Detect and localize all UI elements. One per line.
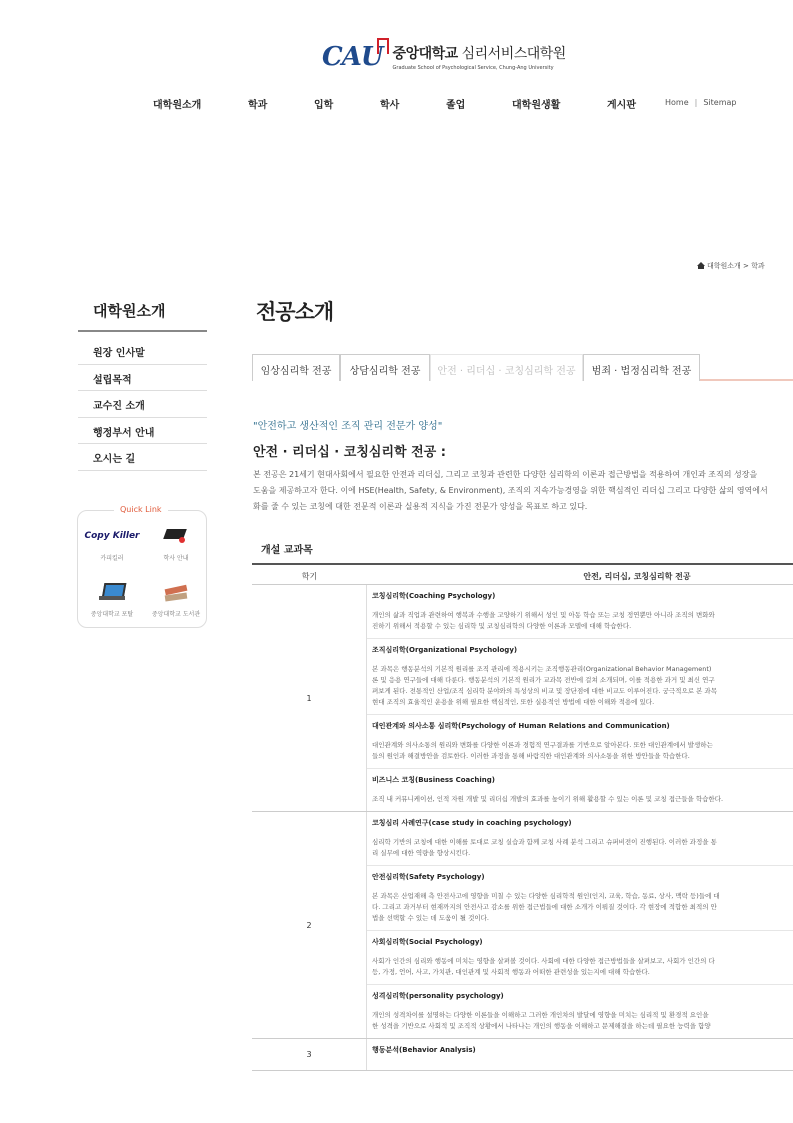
home-link[interactable]: Home xyxy=(665,98,689,107)
course-name: 안전심리학(Safety Psychology) xyxy=(372,873,485,881)
course-item xyxy=(367,866,793,931)
quick-link-portal[interactable] xyxy=(80,581,144,618)
course-name: 행동분석(Behavior Analysis) xyxy=(372,1046,476,1054)
header-major: 안전, 리더십, 코칭심리학 전공 xyxy=(583,572,691,581)
major-intro xyxy=(253,467,793,515)
course-name: 성격심리학(personality psychology) xyxy=(372,992,504,1000)
course-item xyxy=(367,985,793,1038)
course-description: 대인관계와 의사소통의 원리와 변화를 다양한 이론과 경험적 연구결과를 기반으로 알아본다. 또한 대인관계에서 발생하는 xyxy=(372,741,713,749)
quick-link-copykiller[interactable] xyxy=(80,525,144,562)
quick-link-academic[interactable] xyxy=(144,525,208,562)
course-description: 사회가 인간의 심리와 행동에 미치는 영향을 살펴볼 것이다. 사회에 대한 다양한 접근방법들을 살펴보고, 사회가 인간의 다 xyxy=(372,957,715,965)
nav-admission[interactable]: 입학 xyxy=(314,100,334,111)
table-header xyxy=(252,563,793,585)
course-list xyxy=(367,585,793,811)
course-name: 비즈니스 코칭(Business Coaching) xyxy=(372,776,495,784)
laptop-icon xyxy=(99,581,125,603)
course-name: 사회심리학(Social Psychology) xyxy=(372,938,483,946)
course-list xyxy=(367,812,793,1038)
graduation-cap-icon xyxy=(163,525,189,547)
course-item xyxy=(367,812,793,866)
table-row xyxy=(252,585,793,812)
tab-counseling[interactable]: 상담심리학 전공 xyxy=(340,354,430,381)
sidebar-divider xyxy=(78,330,207,332)
course-section-title: 개설 교과목 xyxy=(261,545,313,556)
semester-cell: 1 xyxy=(252,585,367,811)
sidebar-item-purpose[interactable]: 설립목적 xyxy=(78,365,207,392)
nav-student-life[interactable]: 대학원생활 xyxy=(512,100,561,111)
major-quote: "안전하고 생산적인 조직 관리 전문가 양성" xyxy=(253,421,443,432)
logo-en: Graduate School of Psychological Service, Chung-Ang University xyxy=(392,65,554,71)
header-semester: 학기 xyxy=(301,572,318,581)
sidebar-menu xyxy=(78,338,207,471)
course-description: 본 과목은 산업재해 측 안전사고에 영향을 미칠 수 있는 다양한 심리학적 원인(인지, 교육, 학습, 동료, 상사, 맥락 등)들에 대 xyxy=(372,892,720,900)
logo-text xyxy=(393,43,566,71)
course-name: 조직심리학(Organizational Psychology) xyxy=(372,646,518,654)
quick-link-label: 중앙대학교 포탈 xyxy=(90,611,134,618)
course-description: 론 및 응용 연구들에 대해 다룬다. 행동분석의 기본적 원리가 교과목 전반에 걸쳐 소개되며, 이를 적용한 과거 및 최신 연구 xyxy=(372,676,715,684)
table-body xyxy=(252,585,793,1071)
course-item xyxy=(367,931,793,985)
nav-academic[interactable]: 학사 xyxy=(380,100,400,111)
sidebar-item-admin[interactable]: 행정부서 안내 xyxy=(78,418,207,445)
course-table xyxy=(252,563,793,1123)
logo-ko xyxy=(393,43,566,63)
semester-cell: 2 xyxy=(252,812,367,1038)
course-description: 들의 원인과 해결방안을 검토한다. 이러한 과정을 통해 바람직한 대인관계와 의사소통을 위한 방안들을 학습한다. xyxy=(372,752,690,760)
course-description: 개인의 성격차이를 설명하는 다양한 이론들을 이해하고 그러한 개인차의 발달에 영향을 미치는 심리적 및 환경적 요인을 xyxy=(372,1011,709,1019)
home-icon[interactable] xyxy=(697,262,705,269)
course-description: 펴보게 된다. 전통적인 산업/조직 심리학 분야와의 특성상의 비교 및 장단점에 대한 비교도 이루어진다. 궁극적으로 본 과목 xyxy=(372,687,717,695)
course-item xyxy=(367,639,793,715)
breadcrumb xyxy=(697,261,793,271)
sidebar-item-directions[interactable]: 오시는 길 xyxy=(78,444,207,471)
intro-line: 화를 줄 수 있는 코칭에 대한 전문적 이론과 실용적 지식을 가진 전문가 양성을 목표로 하고 있다. xyxy=(253,502,588,511)
quick-link-label: 학사 안내 xyxy=(163,555,189,562)
quick-link-box xyxy=(77,505,207,628)
course-description: 조직 내 커뮤니케이션, 인적 자원 개발 및 리더십 개발의 효과를 높이기 위해 활용할 수 있는 이론 및 코칭 접근들을 학습한다. xyxy=(372,795,724,803)
course-description: 현대 조직의 효율적인 운용을 위해 필요한 핵심적인, 또한 실용적인 방법에 대한 이해와 적용에 있다. xyxy=(372,698,655,706)
course-name: 대인관계와 의사소통 심리학(Psychology of Human Relations and Communication) xyxy=(372,722,670,730)
nav-graduation[interactable]: 졸업 xyxy=(446,100,466,111)
major-heading: 안전 · 리더십 · 코칭심리학 전공 : xyxy=(253,445,446,460)
course-description: 다. 그리고 과거부터 현재까지의 안전사고 감소를 위한 접근법들에 대한 소개가 이뤄질 것이다. 각 현장에 적합한 최적의 안 xyxy=(372,903,717,911)
logo-ko-bold: 중앙대학교 xyxy=(392,46,458,62)
course-description: 본 과목은 행동분석의 기본적 원리를 조직 관리에 적용시키는 조직행동관리(Organizational Behavior Management) xyxy=(372,665,712,673)
course-name: 코칭심리 사례연구(case study in coaching psychology) xyxy=(372,819,572,827)
semester-cell: 3 xyxy=(252,1039,367,1070)
books-icon xyxy=(163,581,189,603)
page-title: 전공소개 xyxy=(256,300,334,324)
logo-mark: CAU xyxy=(322,42,383,72)
course-description: 법을 선택할 수 있는 데 도움이 될 것이다. xyxy=(372,914,489,922)
sitemap-link[interactable]: Sitemap xyxy=(703,98,737,107)
tab-safety-leadership-coaching[interactable]: 안전 · 리더십 · 코칭심리학 전공 xyxy=(430,354,583,381)
table-row xyxy=(252,812,793,1039)
sidebar-item-faculty[interactable]: 교수진 소개 xyxy=(78,391,207,418)
utility-links xyxy=(665,98,736,107)
course-list xyxy=(367,1039,793,1070)
copykiller-logo-icon: Copy Killer xyxy=(84,531,140,541)
course-description: 개인의 삶과 직업과 관련하여 행복과 수행을 고양하기 위해서 성인 및 아동 학습 또는 코칭 정연뿐만 아니라 조직의 변화와 xyxy=(372,611,715,619)
quick-link-label: 중앙대학교 도서관 xyxy=(151,611,201,618)
nav-department[interactable]: 학과 xyxy=(248,100,268,111)
course-item xyxy=(367,715,793,769)
quick-link-library[interactable] xyxy=(144,581,208,618)
course-item xyxy=(367,585,793,639)
major-tabs xyxy=(252,354,793,381)
logo-ko-rest: 심리서비스대학원 xyxy=(461,46,566,62)
tab-clinical[interactable]: 임상심리학 전공 xyxy=(252,354,340,381)
course-description: 등, 가정, 언어, 사고, 가치관, 대인관계 및 사회적 행동과 어떠한 관련성을 있는지에 대해 학습한다. xyxy=(372,968,650,976)
tab-criminal-forensic[interactable]: 범죄 · 법정심리학 전공 xyxy=(583,354,700,381)
logo[interactable] xyxy=(322,42,566,72)
nav-board[interactable]: 게시판 xyxy=(607,100,636,111)
course-name: 코칭심리학(Coaching Psychology) xyxy=(372,592,496,600)
util-separator: | xyxy=(694,98,698,107)
course-item xyxy=(367,769,793,811)
intro-line: 도움을 제공하고자 한다. 이에 HSE(Health, Safety, & Environment), 조직의 지속가능경영을 위한 핵심적인 리더십 그리고 다양한 삶의 영역에서 xyxy=(253,486,768,495)
course-description: 한 성격을 기반으로 사회적 및 조직적 상황에서 나타나는 개인의 행동을 이해하고 문제해결을 하는데 필요한 능력을 함양 xyxy=(372,1022,711,1030)
course-description: 리 실무에 대한 역량을 향상시킨다. xyxy=(372,849,471,857)
course-description: 진하기 위해서 적용할 수 있는 심리학 및 코칭심리학의 다양한 이론과 모델에 대해 학습한다. xyxy=(372,622,632,630)
breadcrumb-text: 대학원소개 > 학과 xyxy=(707,262,765,270)
quick-link-label: 카피킬러 xyxy=(100,555,124,562)
table-row xyxy=(252,1039,793,1071)
course-description: 심리학 기반의 코칭에 대한 이해를 토대로 코칭 실습과 함께 코칭 사례 분석 그리고 슈퍼비전이 진행된다. 이러한 과정을 통 xyxy=(372,838,717,846)
sidebar-title: 대학원소개 xyxy=(93,302,166,320)
intro-line: 본 전공은 21세기 현대사회에서 필요한 안전과 리더십, 그리고 코칭과 관련한 다양한 심리학의 이론과 접근방법을 적용하여 개인과 조직의 성장을 xyxy=(253,470,758,479)
sidebar-item-greeting[interactable]: 원장 인사말 xyxy=(78,338,207,365)
quick-link-title: Quick Link xyxy=(114,505,168,514)
nav-about[interactable]: 대학원소개 xyxy=(153,100,202,111)
course-item xyxy=(367,1039,793,1070)
